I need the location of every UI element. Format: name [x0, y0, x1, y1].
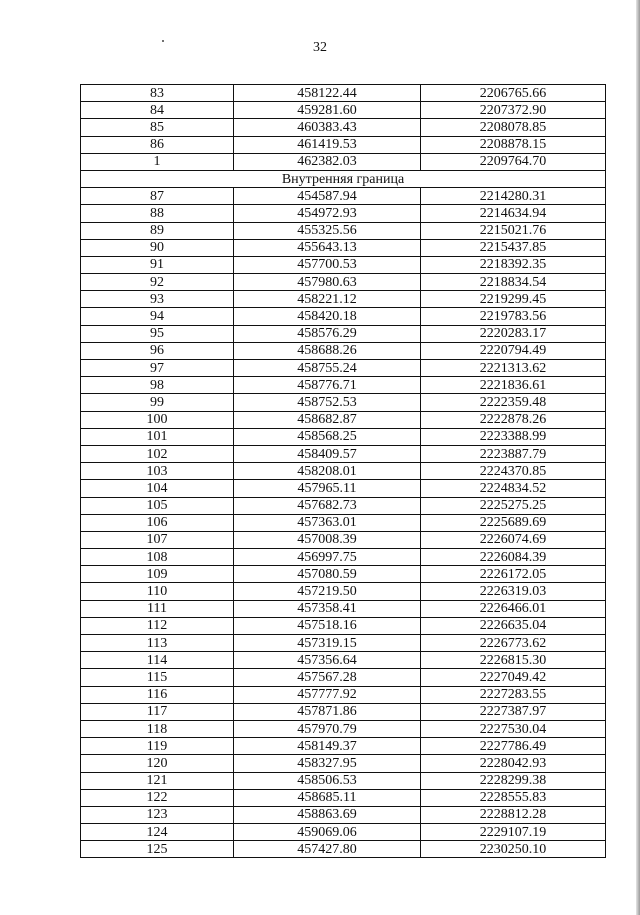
y-coordinate-cell: 2226466.01	[421, 600, 606, 617]
table-row	[81, 360, 606, 377]
table-row	[81, 205, 606, 222]
table-row	[81, 411, 606, 428]
point-number-cell: 123	[81, 806, 234, 823]
y-coordinate-cell: 2223388.99	[421, 428, 606, 445]
x-coordinate-cell: 455325.56	[234, 222, 421, 239]
table-row	[81, 686, 606, 703]
y-coordinate-cell: 2224370.85	[421, 463, 606, 480]
table-row	[81, 806, 606, 823]
y-coordinate-cell: 2226773.62	[421, 635, 606, 652]
point-number-cell: 114	[81, 652, 234, 669]
x-coordinate-cell: 460383.43	[234, 119, 421, 136]
x-coordinate-cell: 458122.44	[234, 85, 421, 102]
table-row	[81, 274, 606, 291]
table-row	[81, 153, 606, 170]
point-number-cell: 92	[81, 274, 234, 291]
y-coordinate-cell: 2219783.56	[421, 308, 606, 325]
x-coordinate-cell: 457356.64	[234, 652, 421, 669]
y-coordinate-cell: 2214280.31	[421, 188, 606, 205]
point-number-cell: 97	[81, 360, 234, 377]
x-coordinate-cell: 457567.28	[234, 669, 421, 686]
y-coordinate-cell: 2226172.05	[421, 566, 606, 583]
x-coordinate-cell: 458576.29	[234, 325, 421, 342]
y-coordinate-cell: 2220794.49	[421, 342, 606, 359]
x-coordinate-cell: 458776.71	[234, 377, 421, 394]
point-number-cell: 105	[81, 497, 234, 514]
point-number-cell: 85	[81, 119, 234, 136]
y-coordinate-cell: 2208878.15	[421, 136, 606, 153]
x-coordinate-cell: 456997.75	[234, 549, 421, 566]
point-number-cell: 98	[81, 377, 234, 394]
y-coordinate-cell: 2226084.39	[421, 549, 606, 566]
y-coordinate-cell: 2215437.85	[421, 239, 606, 256]
x-coordinate-cell: 459069.06	[234, 824, 421, 841]
table-row	[81, 342, 606, 359]
x-coordinate-cell: 459281.60	[234, 102, 421, 119]
y-coordinate-cell: 2209764.70	[421, 153, 606, 170]
x-coordinate-cell: 458688.26	[234, 342, 421, 359]
y-coordinate-cell: 2227786.49	[421, 738, 606, 755]
x-coordinate-cell: 455643.13	[234, 239, 421, 256]
y-coordinate-cell: 2226815.30	[421, 652, 606, 669]
table-row	[81, 85, 606, 102]
table-row	[81, 549, 606, 566]
x-coordinate-cell: 457518.16	[234, 617, 421, 634]
table-row	[81, 635, 606, 652]
y-coordinate-cell: 2206765.66	[421, 85, 606, 102]
table-row	[81, 102, 606, 119]
table-row	[81, 325, 606, 342]
table-row	[81, 755, 606, 772]
y-coordinate-cell: 2226319.03	[421, 583, 606, 600]
y-coordinate-cell: 2221836.61	[421, 377, 606, 394]
point-number-cell: 89	[81, 222, 234, 239]
y-coordinate-cell: 2214634.94	[421, 205, 606, 222]
x-coordinate-cell: 457427.80	[234, 841, 421, 858]
y-coordinate-cell: 2227530.04	[421, 720, 606, 737]
x-coordinate-cell: 458208.01	[234, 463, 421, 480]
point-number-cell: 84	[81, 102, 234, 119]
table-row	[81, 600, 606, 617]
table-row	[81, 514, 606, 531]
point-number-cell: 96	[81, 342, 234, 359]
x-coordinate-cell: 457008.39	[234, 531, 421, 548]
table-row	[81, 789, 606, 806]
x-coordinate-cell: 457871.86	[234, 703, 421, 720]
point-number-cell: 94	[81, 308, 234, 325]
table-row	[81, 188, 606, 205]
page-number: 32	[313, 40, 327, 55]
point-number-cell: 108	[81, 549, 234, 566]
point-number-cell: 103	[81, 463, 234, 480]
table-row	[81, 308, 606, 325]
table-row	[81, 652, 606, 669]
x-coordinate-cell: 454587.94	[234, 188, 421, 205]
table-row	[81, 119, 606, 136]
point-number-cell: 101	[81, 428, 234, 445]
point-number-cell: 100	[81, 411, 234, 428]
point-number-cell: 116	[81, 686, 234, 703]
point-number-cell: 119	[81, 738, 234, 755]
x-coordinate-cell: 457777.92	[234, 686, 421, 703]
x-coordinate-cell: 457980.63	[234, 274, 421, 291]
point-number-cell: 113	[81, 635, 234, 652]
point-number-cell: 111	[81, 600, 234, 617]
x-coordinate-cell: 458506.53	[234, 772, 421, 789]
table-row	[81, 669, 606, 686]
x-coordinate-cell: 457965.11	[234, 480, 421, 497]
x-coordinate-cell: 457363.01	[234, 514, 421, 531]
point-number-cell: 91	[81, 256, 234, 273]
point-number-cell: 1	[81, 153, 234, 170]
y-coordinate-cell: 2226074.69	[421, 531, 606, 548]
point-number-cell: 121	[81, 772, 234, 789]
point-number-cell: 99	[81, 394, 234, 411]
x-coordinate-cell: 457319.15	[234, 635, 421, 652]
y-coordinate-cell: 2218392.35	[421, 256, 606, 273]
table-row	[81, 239, 606, 256]
y-coordinate-cell: 2230250.10	[421, 841, 606, 858]
y-coordinate-cell: 2227387.97	[421, 703, 606, 720]
x-coordinate-cell: 458221.12	[234, 291, 421, 308]
table-row	[81, 480, 606, 497]
x-coordinate-cell: 458685.11	[234, 789, 421, 806]
x-coordinate-cell: 461419.53	[234, 136, 421, 153]
table-row	[81, 428, 606, 445]
point-number-cell: 120	[81, 755, 234, 772]
x-coordinate-cell: 458752.53	[234, 394, 421, 411]
table-row	[81, 256, 606, 273]
point-number-cell: 110	[81, 583, 234, 600]
point-number-cell: 122	[81, 789, 234, 806]
table-row	[81, 772, 606, 789]
point-number-cell: 87	[81, 188, 234, 205]
table-row	[81, 720, 606, 737]
x-coordinate-cell: 457358.41	[234, 600, 421, 617]
table-row	[81, 136, 606, 153]
y-coordinate-cell: 2221313.62	[421, 360, 606, 377]
x-coordinate-cell: 458409.57	[234, 445, 421, 462]
y-coordinate-cell: 2229107.19	[421, 824, 606, 841]
x-coordinate-cell: 458863.69	[234, 806, 421, 823]
y-coordinate-cell: 2227283.55	[421, 686, 606, 703]
table-row	[81, 583, 606, 600]
x-coordinate-cell: 458327.95	[234, 755, 421, 772]
point-number-cell: 125	[81, 841, 234, 858]
point-number-cell: 109	[81, 566, 234, 583]
coordinates-table-body	[81, 85, 606, 858]
y-coordinate-cell: 2228812.28	[421, 806, 606, 823]
y-coordinate-cell: 2228042.93	[421, 755, 606, 772]
point-number-cell: 90	[81, 239, 234, 256]
table-row	[81, 566, 606, 583]
x-coordinate-cell: 457682.73	[234, 497, 421, 514]
table-row	[81, 222, 606, 239]
y-coordinate-cell: 2222359.48	[421, 394, 606, 411]
point-number-cell: 106	[81, 514, 234, 531]
y-coordinate-cell: 2222878.26	[421, 411, 606, 428]
y-coordinate-cell: 2224834.52	[421, 480, 606, 497]
coordinates-table	[80, 84, 606, 858]
table-row	[81, 824, 606, 841]
point-number-cell: 112	[81, 617, 234, 634]
table-row	[81, 497, 606, 514]
table-row	[81, 841, 606, 858]
table-row	[81, 291, 606, 308]
y-coordinate-cell: 2207372.90	[421, 102, 606, 119]
table-row	[81, 703, 606, 720]
table-row	[81, 394, 606, 411]
x-coordinate-cell: 458149.37	[234, 738, 421, 755]
y-coordinate-cell: 2228299.38	[421, 772, 606, 789]
y-coordinate-cell: 2225689.69	[421, 514, 606, 531]
x-coordinate-cell: 458568.25	[234, 428, 421, 445]
point-number-cell: 83	[81, 85, 234, 102]
table-row	[81, 445, 606, 462]
y-coordinate-cell: 2215021.76	[421, 222, 606, 239]
y-coordinate-cell: 2225275.25	[421, 497, 606, 514]
x-coordinate-cell: 458420.18	[234, 308, 421, 325]
y-coordinate-cell: 2223887.79	[421, 445, 606, 462]
table-row	[81, 617, 606, 634]
y-coordinate-cell: 2228555.83	[421, 789, 606, 806]
y-coordinate-cell: 2208078.85	[421, 119, 606, 136]
x-coordinate-cell: 457700.53	[234, 256, 421, 273]
point-number-cell: 93	[81, 291, 234, 308]
x-coordinate-cell: 462382.03	[234, 153, 421, 170]
x-coordinate-cell: 458682.87	[234, 411, 421, 428]
table-row	[81, 377, 606, 394]
y-coordinate-cell: 2226635.04	[421, 617, 606, 634]
y-coordinate-cell: 2220283.17	[421, 325, 606, 342]
y-coordinate-cell: 2219299.45	[421, 291, 606, 308]
point-number-cell: 118	[81, 720, 234, 737]
x-coordinate-cell: 457970.79	[234, 720, 421, 737]
x-coordinate-cell: 457219.50	[234, 583, 421, 600]
table-row	[81, 531, 606, 548]
point-number-cell: 102	[81, 445, 234, 462]
point-number-cell: 104	[81, 480, 234, 497]
x-coordinate-cell: 454972.93	[234, 205, 421, 222]
page-edge-shadow	[636, 0, 640, 915]
point-number-cell: 115	[81, 669, 234, 686]
point-number-cell: 88	[81, 205, 234, 222]
x-coordinate-cell: 457080.59	[234, 566, 421, 583]
section-heading-row	[81, 170, 606, 187]
point-number-cell: 124	[81, 824, 234, 841]
table-row	[81, 738, 606, 755]
point-number-cell: 86	[81, 136, 234, 153]
point-number-cell: 117	[81, 703, 234, 720]
y-coordinate-cell: 2227049.42	[421, 669, 606, 686]
section-heading: Внутренняя граница	[81, 170, 606, 187]
point-number-cell: 95	[81, 325, 234, 342]
point-number-cell: 107	[81, 531, 234, 548]
y-coordinate-cell: 2218834.54	[421, 274, 606, 291]
table-row	[81, 463, 606, 480]
x-coordinate-cell: 458755.24	[234, 360, 421, 377]
